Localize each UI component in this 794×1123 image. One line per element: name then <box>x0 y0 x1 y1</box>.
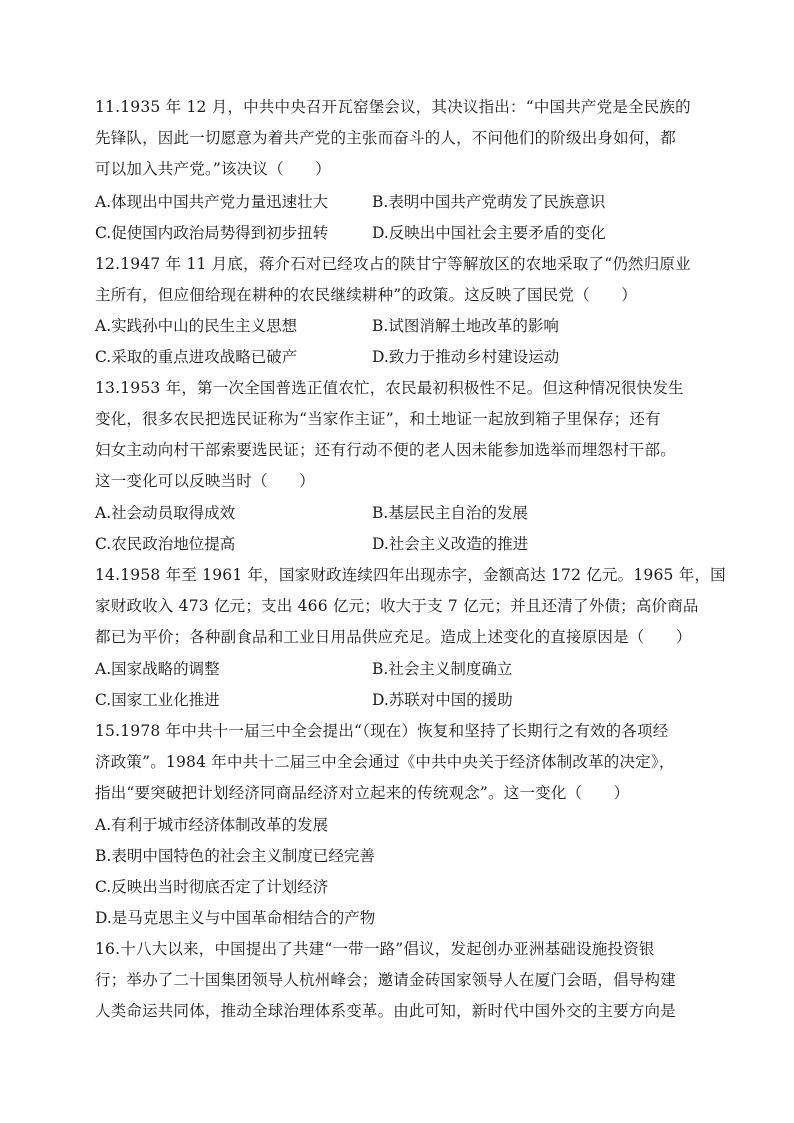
question-14-option-b: B.社会主义制度确立 <box>372 660 513 678</box>
question-14-stem-line-1: 14.1958 年至 1961 年，国家财政连续四年出现赤字，金额高达 172 亿元。1965 年，国 <box>95 566 726 584</box>
question-15-option-a: A.有利于城市经济体制改革的发展 <box>95 816 329 834</box>
question-11-stem-line-3: 可以加入共产党。”该决议（ ） <box>95 160 331 178</box>
question-11-option-a: A.体现出中国共产党力量迅速壮大 <box>95 193 329 211</box>
question-15-stem-line-2: 济政策”。1984 年中共十二届三中全会通过《中共中央关于经济体制改革的决定》， <box>95 753 675 771</box>
question-13-option-b: B.基层民主自治的发展 <box>372 504 528 522</box>
question-13-stem-line-2: 变化，很多农民把选民证称为“当家作主证”，和土地证一起放到箱子里保存；还有 <box>95 410 661 428</box>
question-11-stem-line-1: 11.1935 年 12 月，中共中央召开瓦窑堡会议，其决议指出：“中国共产党是全民族的 <box>95 98 691 116</box>
question-12-option-d: D.致力于推动乡村建设运动 <box>372 348 560 366</box>
question-11-option-b: B.表明中国共产党萌发了民族意识 <box>372 193 606 211</box>
question-13-option-a: A.社会动员取得成效 <box>95 504 236 522</box>
question-13-stem-line-1: 13.1953 年，第一次全国普选正值农忙，农民最初积极性不足。但这种情况很快发生 <box>95 379 684 397</box>
question-12-stem-line-2: 主所有，但应佃给现在耕种的农民继续耕种”的政策。这反映了国民党（ ） <box>95 286 637 304</box>
question-15-option-c: C.反映出当时彻底否定了计划经济 <box>95 878 329 896</box>
question-15-option-d: D.是马克思主义与中国革命相结合的产物 <box>95 909 376 927</box>
question-11-stem-line-2: 先锋队，因此一切愿意为着共产党的主张而奋斗的人，不问他们的阶级出身如何，都 <box>95 129 676 147</box>
question-16-stem-line-3: 人类命运共同体，推动全球治理体系变革。由此可知，新时代中国外交的主要方向是 <box>95 1002 676 1020</box>
question-11-option-c: C.促使国内政治局势得到初步扭转 <box>95 224 329 242</box>
question-14-option-d: D.苏联对中国的援助 <box>372 691 513 709</box>
question-14-stem-line-2: 家财政收入 473 亿元；支出 466 亿元；收大于支 7 亿元；并且还清了外债；高价商品 <box>95 597 699 615</box>
question-11-option-d: D.反映出中国社会主要矛盾的变化 <box>372 224 606 242</box>
question-15-stem-line-1: 15.1978 年中共十一届三中全会提出“（现在）恢复和坚持了长期行之有效的各项经 <box>95 722 669 740</box>
question-14-stem-line-3: 都已为平价；各种副食品和工业日用品供应充足。造成上述变化的直接原因是（ ） <box>95 628 692 646</box>
question-12-option-b: B.试图消解土地改革的影响 <box>372 317 559 335</box>
question-13-option-d: D.社会主义改造的推进 <box>372 535 529 553</box>
question-16-stem-line-1: 16.十八大以来，中国提出了共建“一带一路”倡议，发起创办亚洲基础设施投资银 <box>95 940 655 958</box>
question-13-stem-line-3: 妇女主动向村干部索要选民证；还有行动不便的老人因未能参加选举而埋怨村干部。 <box>95 441 676 459</box>
question-15-option-b: B.表明中国特色的社会主义制度已经完善 <box>95 847 375 865</box>
question-16-stem-line-2: 行；举办了二十国集团领导人杭州峰会；邀请金砖国家领导人在厦门会晤，倡导构建 <box>95 971 676 989</box>
question-14-option-a: A.国家战略的调整 <box>95 660 220 678</box>
question-12-option-c: C.采取的重点进攻战略已破产 <box>95 348 298 366</box>
question-12-option-a: A.实践孙中山的民生主义思想 <box>95 317 298 335</box>
question-14-option-c: C.国家工业化推进 <box>95 691 220 709</box>
question-13-option-c: C.农民政治地位提高 <box>95 535 236 553</box>
question-12-stem-line-1: 12.1947 年 11 月底，蒋介石对已经攻占的陕甘宁等解放区的农地采取了“仍然归原业 <box>95 255 691 273</box>
question-13-stem-line-4: 这一变化可以反映当时（ ） <box>95 472 315 490</box>
question-15-stem-line-3: 指出“要突破把计划经济同商品经济对立起来的传统观念”。这一变化（ ） <box>95 784 630 802</box>
